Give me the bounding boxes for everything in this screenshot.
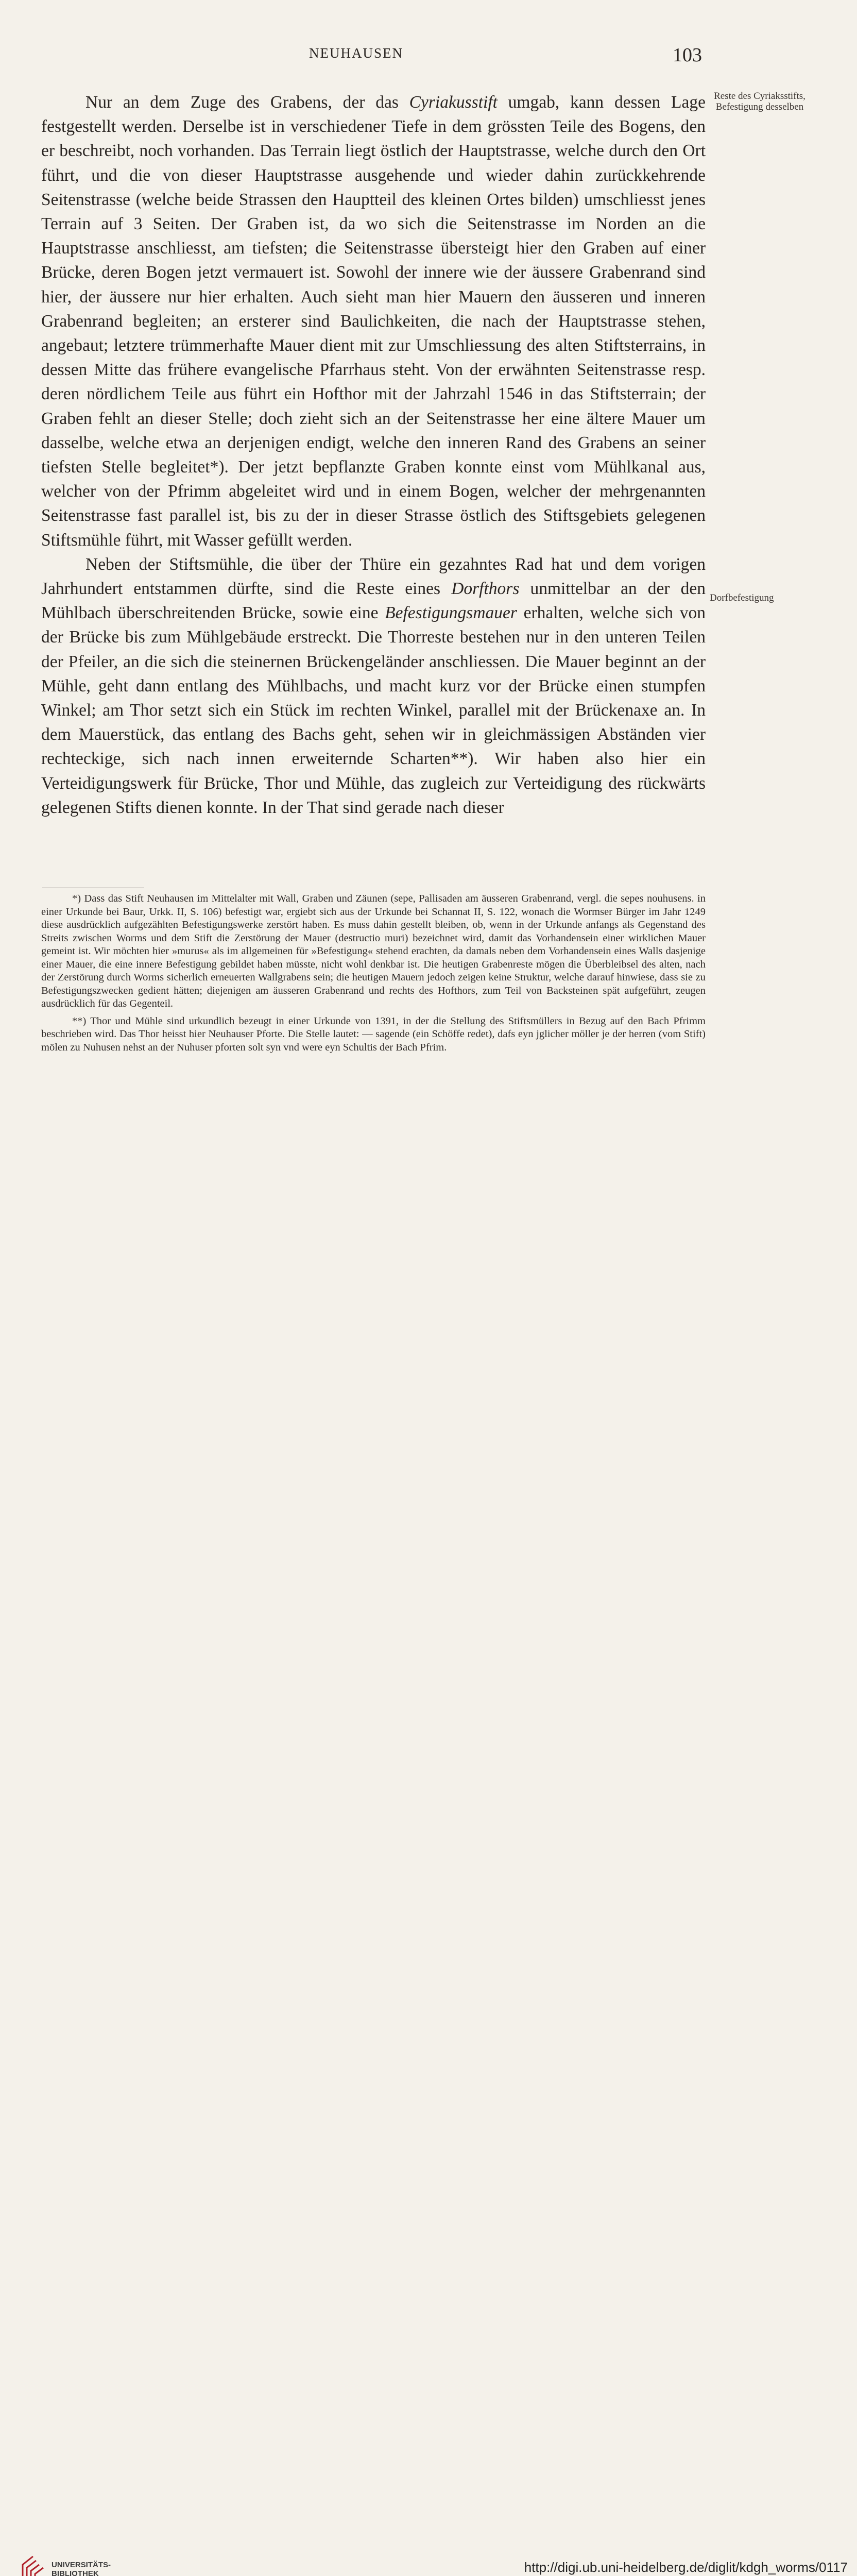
term-befestigungsmauer: Befestigungsmauer bbox=[385, 603, 517, 623]
source-url-link[interactable]: http://digi.ub.uni-heidelberg.de/diglit/kdgh_worms/0117 bbox=[524, 2560, 848, 2575]
library-name: UNIVERSITÄTS- BIBLIOTHEK bbox=[52, 2561, 111, 2576]
footnote-2: **) Thor und Mühle sind urkundlich bezeugt in einer Urkunde von 1391, in der die Stellung des Stiftsmüllers in Bezug auf den Bach Pfrimm beschrieben wird. Das Thor heisst hier Neuhauser Pforte. Die Stelle lautet: — sagende (ein Schöffe redet), dafs eyn jglicher möller je der herren (vom Stift) mölen zu Nuhusen nehst an der Nuhuser pforten solt syn vnd were eyn Schultis der Bach Pfrim. bbox=[41, 1015, 706, 1053]
footnote-1: *) Dass das Stift Neuhausen im Mittelalter mit Wall, Graben und Zäunen (sepe, Pallisaden am äusseren Grabenrand, vergl. die sepes nouhusens. in einer Urkunde bei Baur, Urkk. II, S. 106) befestigt war, ergiebt sich aus der Urkunde bei Schannat II, S. 122, wonach die Wormser Bürger im Jahr 1249 diese ausdrücklich aufgezählten Befestigungswerke zerstört haben. Es muss dahin gestellt bleiben, ob, wenn in der Urkunde anfangs als Gegenstand des Streits zwischen Worms und dem Stift die Zerstörung der Mauer (destructio muri) bezeichnet wird, damit das Vorhandensein einer wirklichen Mauer gemeint ist. Wir möchten hier »murus« als im allgemeinen für »Befestigung« stehend erachten, da damals neben dem Vorhandensein eines Walls dasjenige einer Mauer, die eine innere Befestigung gebildet haben müsste, nicht wohl denkbar ist. Die heutigen Grabenreste mögen die Überbleibsel des alten, nach der Zerstörung durch Worms sicherlich erneuerten Wallgrabens sein; die heutigen Mauern jedoch zeigen keine Struktur, welche darauf hinwiese, dass sie zu Befestigungszwecken gedient hätten; diejenigen am äusseren Grabenrand und rechts des Hofthors, zum Teil von Backsteinen spät aufgeführt, zeugen ausdrücklich für das Gegenteil. bbox=[41, 893, 706, 1009]
main-text bbox=[41, 90, 706, 820]
library-logo-icon bbox=[21, 2554, 47, 2576]
marginal-note-dorfbefestigung: Dorfbefestigung bbox=[710, 592, 774, 603]
digitization-footer bbox=[0, 1272, 857, 2576]
term-cyriakusstift: Cyriakusstift bbox=[409, 93, 498, 112]
footnotes bbox=[41, 892, 706, 1058]
paragraph-2: Neben der Stiftsmühle, die über der Thüre ein gezahntes Rad hat und dem vorigen Jahrhundert entstammen dürfte, sind die Reste eines Dorfthors unmittelbar an der den Mühlbach überschreitenden Brücke, sowie eine Befestigungsmauer erhalten, welche sich von der Brücke bis zum Mühlgebäude erstreckt. Die Thorreste bestehen nur in den unteren Teilen der Pfeiler, an die sich die steinernen Brückengeländer anschliessen. Die Mauer beginnt an der Mühle, geht dann entlang des Mühlbachs, und macht kurz vor der Brücke einen stumpfen Winkel; am Thor setzt sich ein Stück im rechten Winkel, parallel mit der Brückenaxe an. In dem Mauerstück, das entlang des Bachs geht, sehen wir in gleichmässigen Abständen vier rechteckige, sich nach innen erweiternde Scharten**). Wir haben also hier ein Verteidigungswerk für Brücke, Thor und Mühle, das zugleich zur Verteidigung des rückwärts gelegenen Stifts dienen konnte. In der That sind gerade nach dieser bbox=[41, 554, 706, 817]
paragraph-1: Nur an dem Zuge des Grabens, der das Cyriakusstift umgab, kann dessen Lage festgestellt werden. Derselbe ist in verschiedener Tiefe in dem grössten Teile des Bogens, den er beschreibt, noch vorhanden. Das Terrain liegt östlich der Hauptstrasse, welche durch den Ort führt, und die von dieser Hauptstrasse ausgehende und wieder dahin zurückkehrende Seitenstrasse (welche beide Strassen den Hauptteil des kleinen Ortes bilden) umschliesst jenes Terrain auf 3 Seiten. Der Graben ist, da wo sich die Seitenstrasse im Norden an die Hauptstrasse anschliesst, am tiefsten; die Seitenstrasse übersteigt hier den Graben auf einer Brücke, deren Bogen jetzt vermauert ist. Sowohl der innere wie der äussere Grabenrand sind hier, der äussere nur hier erhalten. Auch sieht man hier Mauern den äusseren und inneren Grabenrand begleiten; an ersterer sind Baulichkeiten, die nach der Hauptstrasse stehen, angebaut; letztere trümmerhafte Mauer dient mit zur Umschliessung des alten Stiftsterrains, in dessen Mitte das frühere evangelische Pfarrhaus steht. Von der erwähnten Seitenstrasse resp. deren nördlichem Teile aus führt ein Hofthor mit der Jahrzahl 1546 in das Stiftsterrain; der Graben fehlt an dieser Stelle; doch zieht sich an der Seitenstrasse her eine ältere Mauer um dasselbe, welche etwa an derjenigen endigt, welche den inneren Rand des Grabens an seiner tiefsten Stelle begleitet*). Der jetzt bepflanzte Graben konnte einst vom Mühlkanal aus, welcher von der Pfrimm abgeleitet wird und in einem Bogen, welcher der mehrgenannten Seitenstrasse fast parallel ist, bis zu der in dieser Strasse östlich des Stiftsgebiets gelegenen Stiftsmühle führt, mit Wasser gefüllt werden. bbox=[41, 93, 706, 550]
running-head: NEUHAUSEN bbox=[309, 45, 403, 61]
marginal-note-cyriaksstift: Reste des Cyriaksstifts, Befestigung desselben bbox=[714, 91, 805, 112]
page-number: 103 bbox=[673, 44, 702, 66]
term-dorfthors: Dorfthors bbox=[451, 579, 520, 599]
